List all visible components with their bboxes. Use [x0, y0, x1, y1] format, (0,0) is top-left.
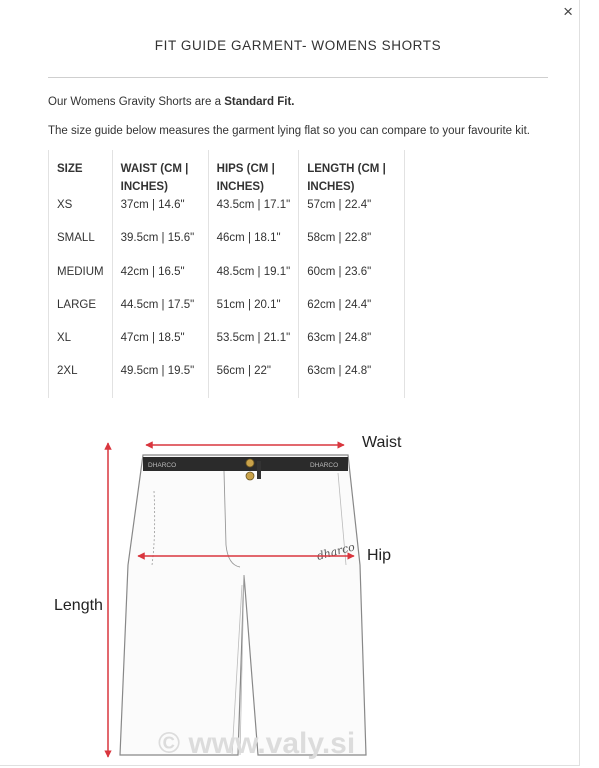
hip-label: Hip: [367, 547, 392, 564]
zipper-tab: [257, 461, 261, 479]
shorts-diagram: [48, 425, 468, 763]
close-icon[interactable]: ×: [563, 2, 573, 21]
cell-hips: 51cm | 20.1": [208, 298, 299, 331]
header-waist: WAIST (CM | INCHES): [112, 150, 208, 198]
cell-waist: 42cm | 16.5": [112, 265, 208, 298]
waistband-print: DHARCO: [310, 462, 339, 469]
cell-length: 62cm | 24.4": [299, 298, 405, 331]
size-table: [48, 150, 405, 398]
cell-hips: 48.5cm | 19.1": [208, 265, 299, 298]
cell-hips: 56cm | 22": [208, 364, 299, 397]
cell-waist: 39.5cm | 15.6": [112, 231, 208, 264]
waist-label: Waist: [362, 434, 402, 451]
button-icon: [246, 459, 254, 467]
table-row: [49, 231, 405, 264]
modal-title: FIT GUIDE GARMENT- WOMENS SHORTS: [154, 38, 442, 53]
cell-size: SMALL: [49, 231, 113, 264]
cell-length: 58cm | 22.8": [299, 231, 405, 264]
cell-hips: 46cm | 18.1": [208, 231, 299, 264]
table-row: [49, 331, 405, 364]
cell-length: 63cm | 24.8": [299, 364, 405, 397]
cell-hips: 43.5cm | 17.1": [208, 198, 299, 231]
table-row: [49, 298, 405, 331]
cell-size: XL: [49, 331, 113, 364]
waistband-print: DHARCO: [148, 462, 177, 469]
fit-statement-bold: Standard Fit.: [224, 96, 295, 108]
table-row: [49, 198, 405, 231]
table-header-row: [49, 150, 405, 198]
size-guide-note: The size guide below measures the garment lying flat so you can compare to your favourite kit.: [48, 125, 530, 137]
header-size: SIZE: [49, 150, 113, 198]
button-icon: [246, 472, 254, 480]
cell-waist: 49.5cm | 19.5": [112, 364, 208, 397]
cell-waist: 37cm | 14.6": [112, 198, 208, 231]
cell-waist: 47cm | 18.5": [112, 331, 208, 364]
cell-length: 60cm | 23.6": [299, 265, 405, 298]
fit-statement: [48, 96, 294, 108]
watermark: © www.valy.si: [158, 727, 356, 760]
cell-size: MEDIUM: [49, 265, 113, 298]
cell-size: LARGE: [49, 298, 113, 331]
header-hips: HIPS (CM | INCHES): [208, 150, 299, 198]
brand-script: dharco: [315, 540, 357, 563]
cell-hips: 53.5cm | 21.1": [208, 331, 299, 364]
cell-size: 2XL: [49, 364, 113, 397]
cell-length: 57cm | 22.4": [299, 198, 405, 231]
table-row: [49, 364, 405, 397]
cell-length: 63cm | 24.8": [299, 331, 405, 364]
cell-waist: 44.5cm | 17.5": [112, 298, 208, 331]
header-length: LENGTH (CM | INCHES): [299, 150, 405, 198]
length-label: Length: [54, 597, 103, 614]
title-divider: [48, 77, 548, 78]
table-row: [49, 265, 405, 298]
fit-statement-prefix: Our Womens Gravity Shorts are a: [48, 96, 225, 108]
cell-size: XS: [49, 198, 113, 231]
